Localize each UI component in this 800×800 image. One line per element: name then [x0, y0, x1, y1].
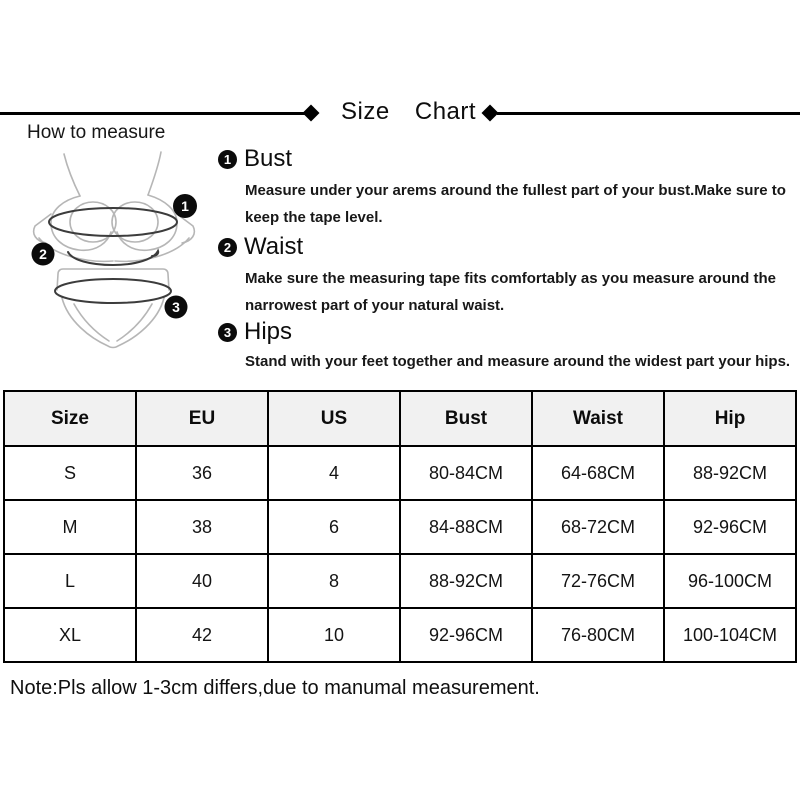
column-header-bust: Bust	[400, 391, 532, 446]
table-cell: 64-68CM	[532, 446, 664, 500]
how-to-measure-label: How to measure	[27, 122, 166, 143]
title-rule-left	[0, 112, 306, 115]
column-header-us: US	[268, 391, 400, 446]
table-cell: 10	[268, 608, 400, 662]
measure-section-bust	[218, 145, 790, 231]
section-title-waist: Waist	[244, 233, 304, 260]
table-cell: 6	[268, 500, 400, 554]
number-2-badge-icon: 2	[218, 238, 237, 257]
table-cell: 40	[136, 554, 268, 608]
table-row-m	[4, 500, 796, 554]
table-row-xl	[4, 608, 796, 662]
marker-1-badge	[173, 194, 197, 218]
section-title-hips: Hips	[244, 318, 293, 345]
table-cell: 8	[268, 554, 400, 608]
table-cell: 36	[136, 446, 268, 500]
table-cell: 4	[268, 446, 400, 500]
table-row-s	[4, 446, 796, 500]
table-cell: 96-100CM	[664, 554, 796, 608]
column-header-waist: Waist	[532, 391, 664, 446]
marker-2-badge	[32, 243, 55, 266]
section-body-bust: Measure under your arems around the fullest part of your bust.Make sure to keep the tape level.	[245, 182, 786, 226]
table-cell: XL	[4, 608, 136, 662]
table-cell: 92-96CM	[664, 500, 796, 554]
table-row-l	[4, 554, 796, 608]
table-cell: 38	[136, 500, 268, 554]
page-title: Size Chart	[341, 98, 477, 125]
marker-2-number: 2	[39, 246, 47, 262]
table-cell: 92-96CM	[400, 608, 532, 662]
column-header-size: Size	[4, 391, 136, 446]
table-header-row	[4, 391, 796, 446]
table-cell: M	[4, 500, 136, 554]
table-cell: 76-80CM	[532, 608, 664, 662]
column-header-hip: Hip	[664, 391, 796, 446]
marker-3-badge	[165, 296, 188, 319]
hip-tape-ellipse	[55, 279, 171, 303]
marker-1-number: 1	[181, 198, 189, 214]
bikini-bottom-illustration	[57, 269, 169, 348]
title-rule-right	[497, 112, 800, 115]
section-body-waist: Make sure the measuring tape fits comfortably as you measure around the narrowest part of your natural waist.	[245, 270, 776, 314]
table-cell: 84-88CM	[400, 500, 532, 554]
waist-tape-arc	[68, 251, 158, 265]
note-text: Note:Pls allow 1-3cm differs,due to manumal measurement.	[10, 677, 540, 699]
table-cell: 72-76CM	[532, 554, 664, 608]
table-cell: 88-92CM	[400, 554, 532, 608]
table-cell: 88-92CM	[664, 446, 796, 500]
section-body-hips: Stand with your feet together and measure around the widest part your hips.	[245, 353, 791, 370]
table-cell: 68-72CM	[532, 500, 664, 554]
diamond-icon	[482, 105, 499, 122]
number-3-badge-icon: 3	[218, 323, 237, 342]
bikini-top-illustration	[34, 152, 195, 261]
table-cell: 42	[136, 608, 268, 662]
number-1-badge-icon: 1	[218, 150, 237, 169]
table-cell: 100-104CM	[664, 608, 796, 662]
measure-section-waist	[218, 233, 790, 319]
table-cell: 80-84CM	[400, 446, 532, 500]
column-header-eu: EU	[136, 391, 268, 446]
table-cell: L	[4, 554, 136, 608]
diamond-icon	[303, 105, 320, 122]
measurement-illustration	[18, 138, 213, 350]
size-table	[3, 390, 797, 663]
table-cell: S	[4, 446, 136, 500]
measure-section-hips	[218, 318, 790, 375]
section-title-bust: Bust	[244, 145, 293, 172]
marker-3-number: 3	[172, 299, 180, 315]
